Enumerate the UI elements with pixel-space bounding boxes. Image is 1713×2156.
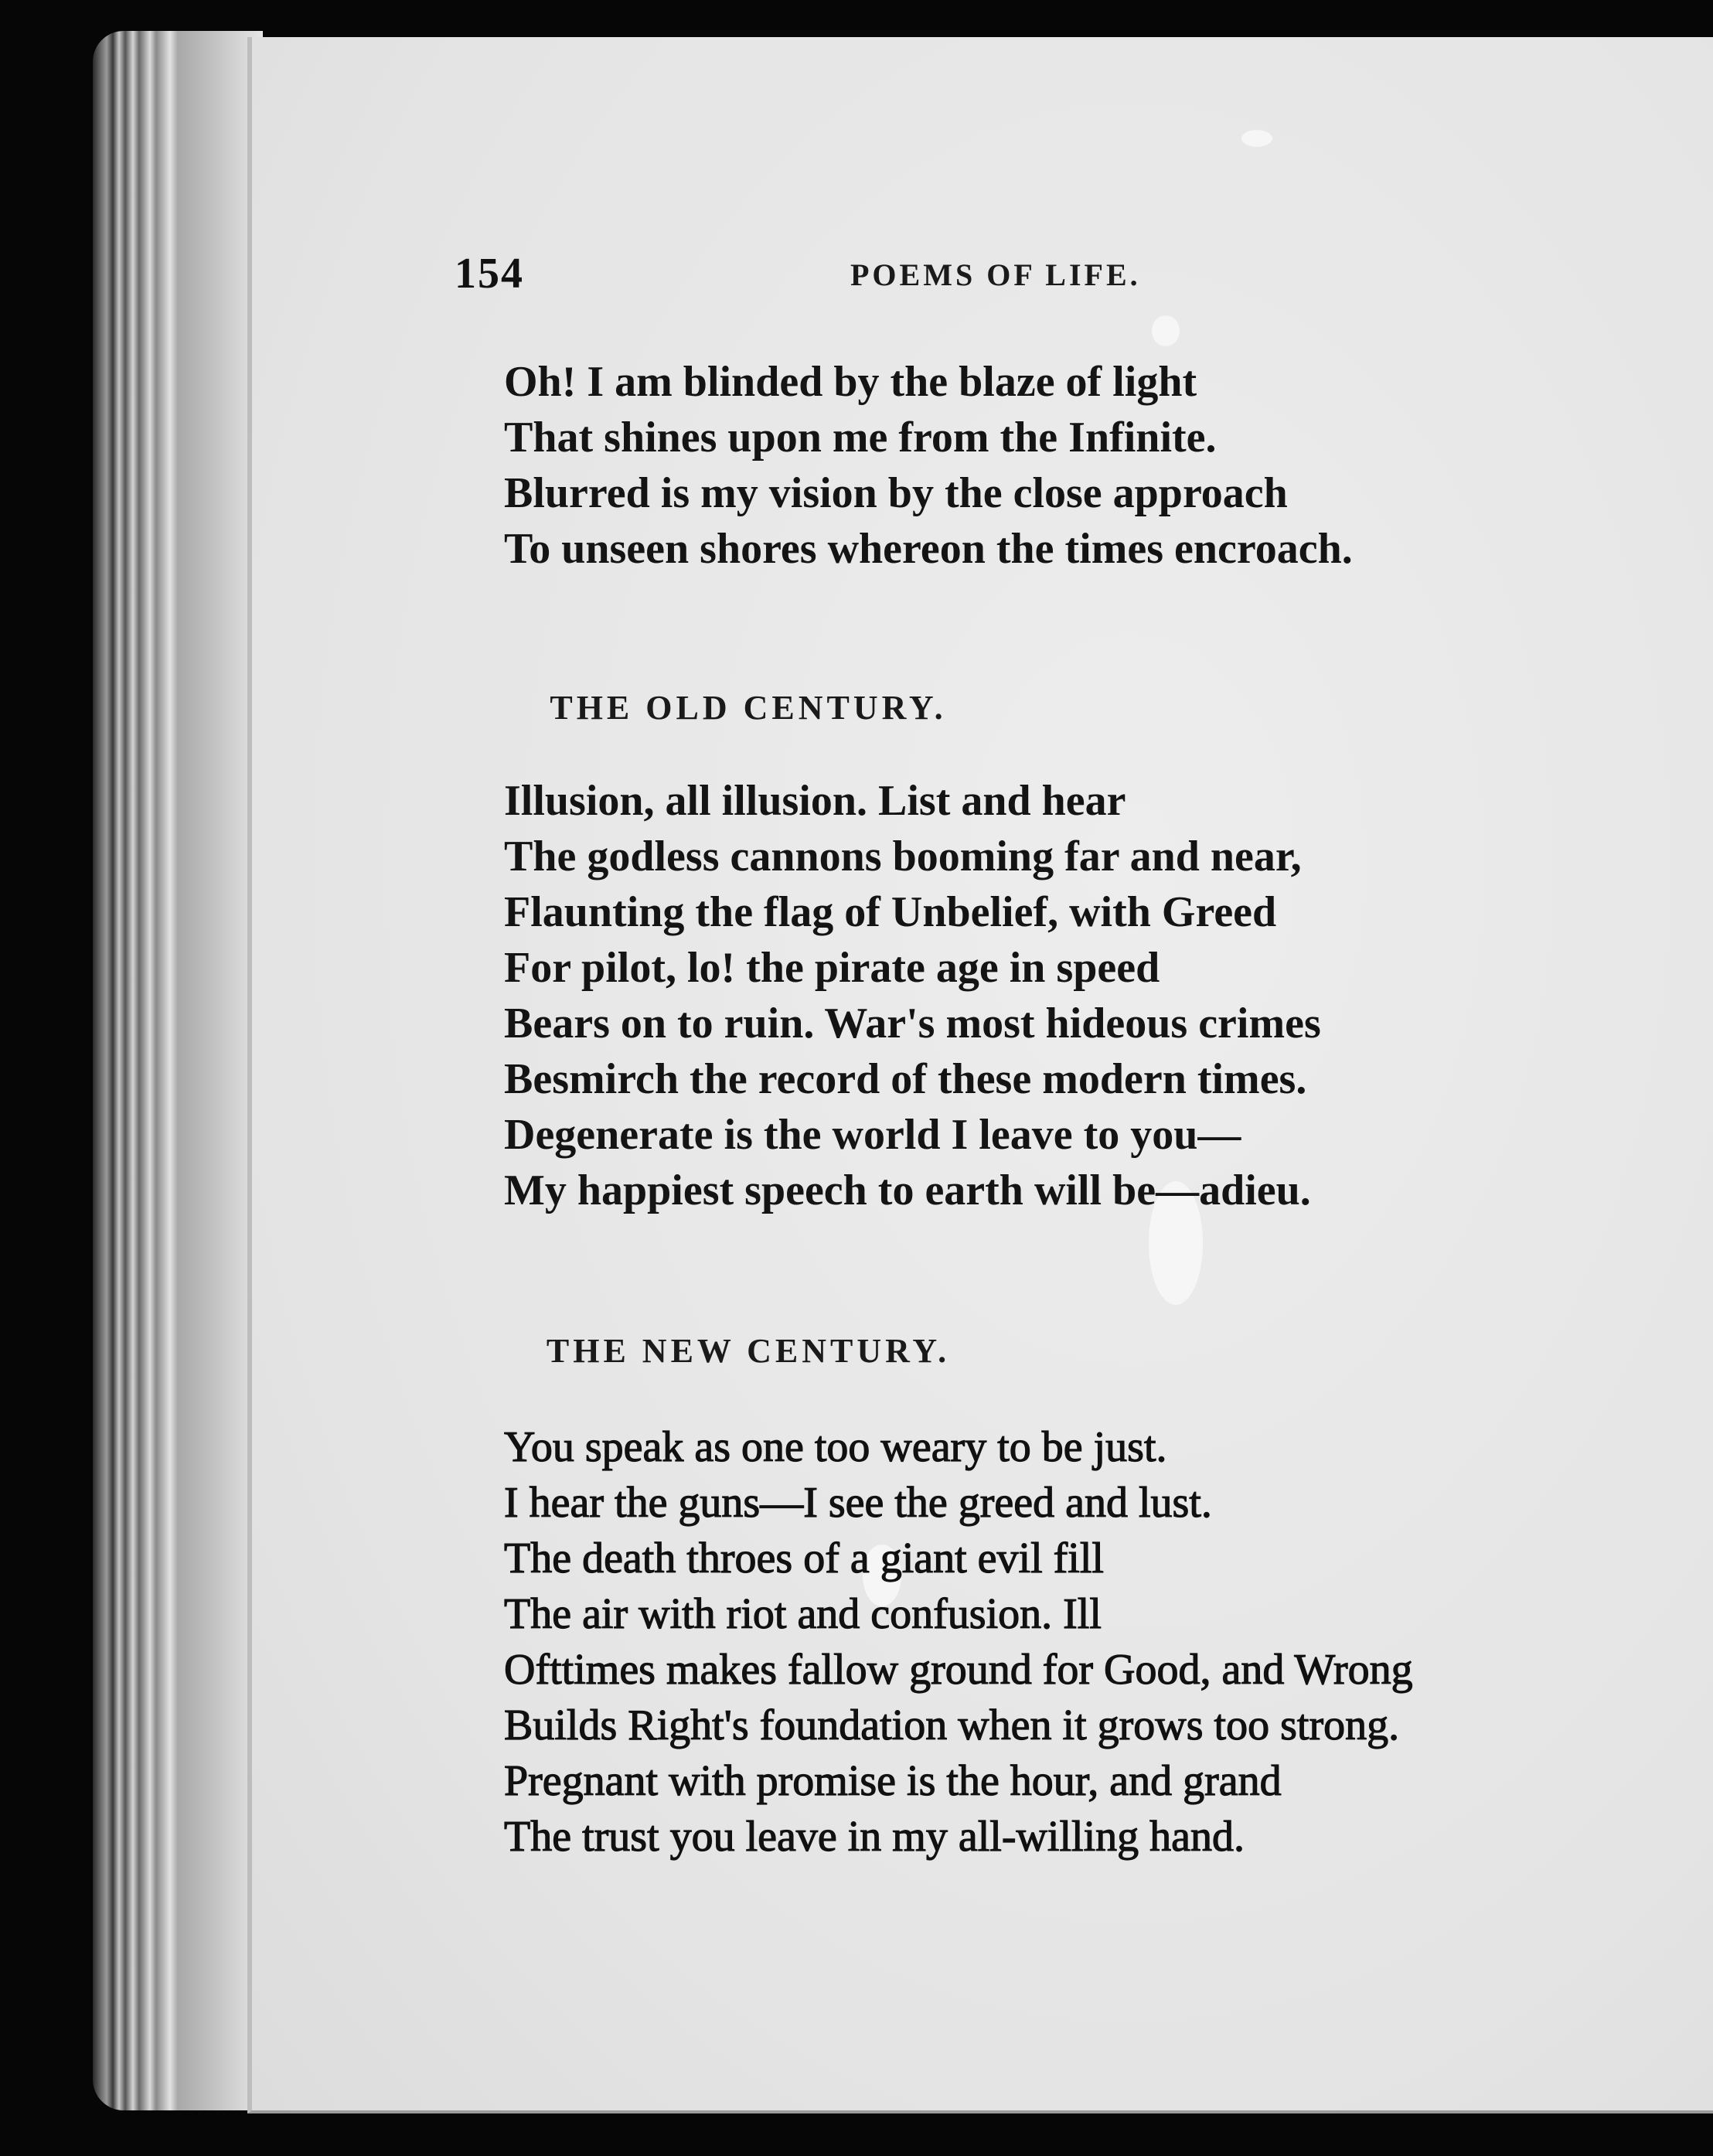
verse-line: The godless cannons booming far and near,: [504, 833, 1302, 880]
verse-line: The trust you leave in my all-willing hand.: [504, 1813, 1245, 1861]
verse-line: The air with riot and confusion. Ill: [504, 1590, 1102, 1638]
verse-line: Blurred is my vision by the close approach: [504, 469, 1288, 517]
verse-line: Bears on to ruin. War's most hideous crimes: [504, 1000, 1321, 1047]
verse-line: I hear the guns—I see the greed and lust.: [504, 1479, 1212, 1527]
new-century-heading: THE NEW CENTURY.: [546, 1332, 951, 1370]
verse-line: For pilot, lo! the pirate age in speed: [504, 944, 1160, 992]
verse-line: Ofttimes makes fallow ground for Good, and Wrong: [504, 1646, 1413, 1694]
verse-line: Builds Right's foundation when it grows too strong.: [504, 1701, 1400, 1749]
verse-line: To unseen shores whereon the times encroach.: [504, 525, 1353, 573]
opening-stanza: [504, 354, 1586, 577]
paper-speck: [1152, 315, 1180, 346]
old-century-heading: THE OLD CENTURY.: [550, 689, 947, 727]
verse-line: The death throes of a giant evil fill: [504, 1534, 1104, 1582]
page-number: 154: [455, 250, 524, 298]
running-title: POEMS OF LIFE.: [850, 257, 1141, 292]
verse-line: Flaunting the flag of Unbelief, with Greed: [504, 888, 1277, 936]
verse-line: That shines upon me from the Infinite.: [504, 414, 1217, 462]
verse-line: Degenerate is the world I leave to you—: [504, 1111, 1241, 1159]
old-century-stanza: [504, 773, 1586, 1218]
verse-line: Illusion, all illusion. List and hear: [504, 777, 1126, 825]
verse-line: You speak as one too weary to be just.: [504, 1423, 1167, 1471]
page-edges: [93, 31, 263, 2110]
verse-line: My happiest speech to earth will be—adieu.: [504, 1167, 1311, 1214]
verse-line: Besmirch the record of these modern times.: [504, 1055, 1307, 1103]
verse-line: Oh! I am blinded by the blaze of light: [504, 358, 1197, 406]
new-century-stanza: [504, 1419, 1586, 1865]
paper-speck: [1241, 130, 1272, 147]
verse-line: Pregnant with promise is the hour, and grand: [504, 1757, 1282, 1805]
running-head: [455, 249, 1382, 318]
